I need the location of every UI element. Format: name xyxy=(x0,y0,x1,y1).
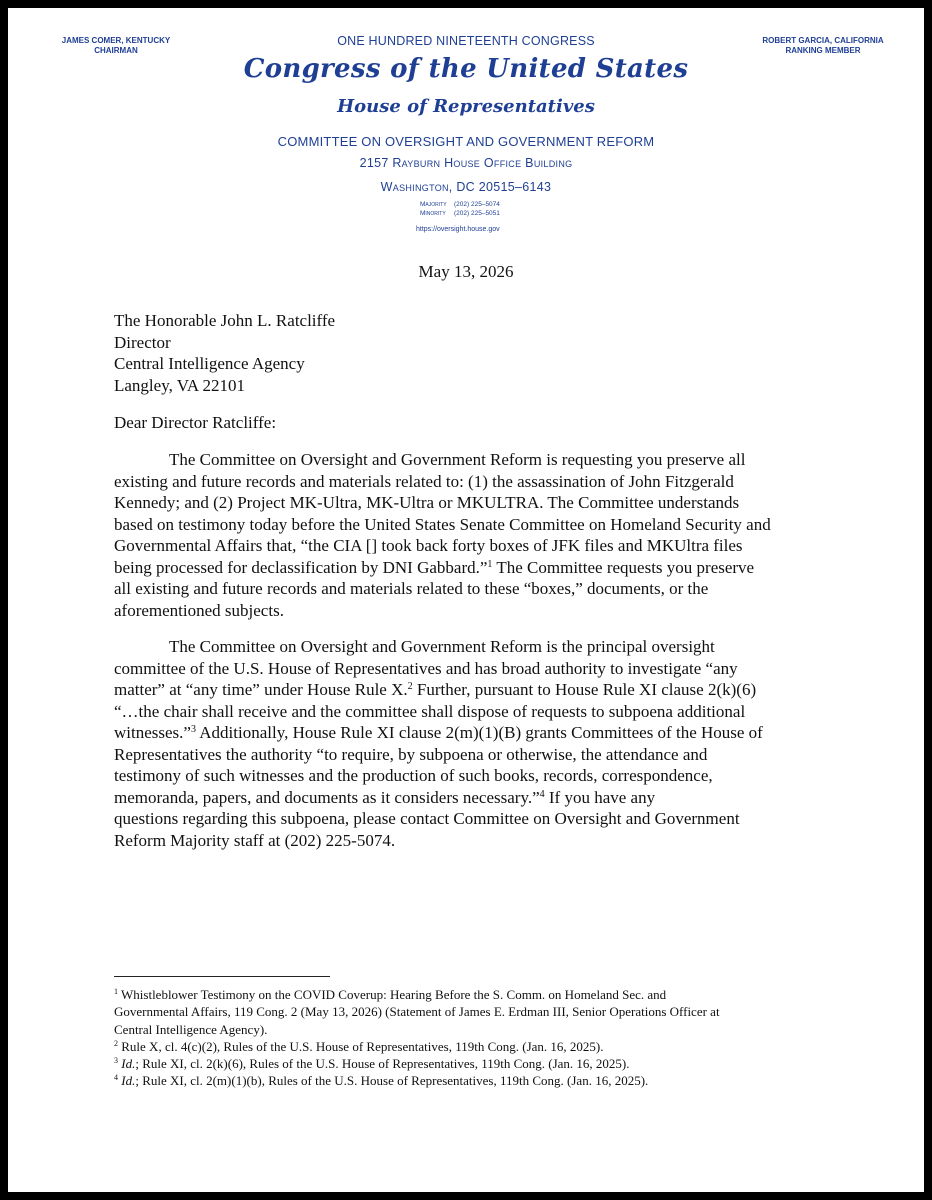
text-segment: Additionally, House Rule XI clause 2(m)(1)(B) grants Committees of the House of xyxy=(195,723,763,742)
chairman-title: CHAIRMAN xyxy=(94,46,138,55)
footnote-number: 4 xyxy=(114,1073,118,1083)
letter-page xyxy=(8,8,924,1192)
footnote-1 xyxy=(114,986,844,1003)
recipient-address xyxy=(114,310,830,396)
text-line xyxy=(114,722,830,744)
text-line: The Committee on Oversight and Government Reform is requesting you preserve all xyxy=(169,450,746,469)
office-building: 2157 Rayburn House Office Building xyxy=(359,156,573,170)
text-line: Governmental Affairs that, “the CIA [] took back forty boxes of JFK files and MKUltra files xyxy=(114,536,743,555)
footnote-text: Rule X, cl. 4(c)(2), Rules of the U.S. House of Representatives, 119th Cong. (Jan. 16, 2025). xyxy=(118,1038,604,1054)
footnote-2 xyxy=(114,1038,844,1055)
text-segment: The Committee requests you preserve xyxy=(492,557,755,577)
text-line: existing and future records and materials related to: (1) the assassination of John Fitzgerald xyxy=(114,471,734,491)
text-line xyxy=(114,787,830,809)
recipient-agency: Central Intelligence Agency xyxy=(114,354,305,373)
text-line: testimony of such witnesses and the production of such books, records, correspondence, xyxy=(114,766,713,785)
footnotes xyxy=(114,986,844,1090)
text-line xyxy=(114,557,830,579)
text-line: questions regarding this subpoena, please contact Committee on Oversight and Government xyxy=(114,809,740,828)
text-line: committee of the U.S. House of Representatives and has broad authority to investigate “any xyxy=(114,658,738,678)
text-segment: being processed for declassification by DNI Gabbard.” xyxy=(114,557,488,577)
footnote-text: ; Rule XI, cl. 2(m)(1)(b), Rules of the U.S. House of Representatives, 119th Cong. (Jan. 16, 2025). xyxy=(135,1073,649,1089)
ranking-member-title: RANKING MEMBER xyxy=(785,46,861,55)
website-link[interactable]: https://oversight.house.gov xyxy=(416,226,500,233)
text-line: Kennedy; and (2) Project MK-Ultra, MK-Ultra or MKULTRA. The Committee understands xyxy=(114,493,740,512)
text-line: aforementioned subjects. xyxy=(114,600,284,620)
majority-label: Majority xyxy=(420,201,447,208)
phone-numbers xyxy=(420,200,500,218)
letter-date: May 13, 2026 xyxy=(418,262,514,281)
footnote-number: 1 xyxy=(114,987,118,996)
footnote-ref-2[interactable]: 2 xyxy=(407,681,413,692)
recipient-location: Langley, VA 22101 xyxy=(114,375,245,395)
footnote-number: 3 xyxy=(114,1056,118,1066)
text-line xyxy=(114,679,830,701)
congress-title: Congress of the United States xyxy=(243,54,689,84)
text-segment: witnesses.” xyxy=(114,723,191,742)
text-line: The Committee on Oversight and Government Reform is the principal oversight xyxy=(169,637,715,656)
text-line: Reform Majority staff at (202) 225-5074. xyxy=(114,830,396,850)
footnote-4 xyxy=(114,1072,844,1089)
congress-number: ONE HUNDRED NINETEENTH CONGRESS xyxy=(337,34,595,48)
text-line: “…the chair shall receive and the committee shall dispose of requests to subpoena additional xyxy=(114,701,746,721)
minority-phone: (202) 225–5051 xyxy=(454,210,500,217)
committee-name: COMMITTEE ON OVERSIGHT AND GOVERNMENT REFORM xyxy=(277,134,655,149)
house-title: House of Representatives xyxy=(337,96,595,117)
recipient-name: The Honorable John L. Ratcliffe xyxy=(114,311,336,330)
text-line: all existing and future records and materials related to these “boxes,” documents, or the xyxy=(114,579,709,598)
footnote-1-cont: Governmental Affairs, 119 Cong. 2 (May 13, 2026) (Statement of James E. Erdman III, Senior Operations Officer at xyxy=(114,1004,720,1020)
footnote-ref-3[interactable]: 3 xyxy=(190,724,196,735)
footnote-text: Whistleblower Testimony on the COVID Coverup: Hearing Before the S. Comm. on Homeland Sec. and xyxy=(118,987,667,1002)
recipient-title: Director xyxy=(114,332,171,352)
text-segment: matter” at “any time” under House Rule X. xyxy=(114,680,408,699)
text-segment: If you have any xyxy=(544,787,656,807)
footnote-id: Id. xyxy=(121,1073,136,1089)
footnote-number: 2 xyxy=(114,1038,118,1048)
majority-phone: (202) 225–5074 xyxy=(454,201,500,208)
footnote-text: ; Rule XI, cl. 2(k)(6), Rules of the U.S. House of Representatives, 119th Cong. (Jan. 16, 2025). xyxy=(135,1056,630,1072)
paragraph-preservation-request xyxy=(114,449,830,621)
text-line: based on testimony today before the United States Senate Committee on Homeland Security and xyxy=(114,514,771,534)
footnote-3 xyxy=(114,1055,844,1072)
minority-label: Minority xyxy=(420,210,446,217)
footnote-divider xyxy=(114,976,330,977)
footnote-ref-1[interactable]: 1 xyxy=(487,558,493,570)
office-city: Washington, DC 20515–6143 xyxy=(380,180,552,194)
salutation: Dear Director Ratcliffe: xyxy=(114,413,277,432)
footnote-1-cont: Central Intelligence Agency). xyxy=(114,1021,268,1037)
footnote-id: Id. xyxy=(121,1056,136,1072)
paragraph-authority xyxy=(114,636,830,851)
text-line: Representatives the authority “to require, by subpoena or otherwise, the attendance and xyxy=(114,744,708,764)
text-segment: Further, pursuant to House Rule XI clause 2(k)(6) xyxy=(412,680,757,699)
ranking-member-name: ROBERT GARCIA, CALIFORNIA xyxy=(762,36,884,45)
chairman-name: JAMES COMER, KENTUCKY xyxy=(61,36,171,45)
footnote-ref-4[interactable]: 4 xyxy=(539,788,545,800)
text-segment: memoranda, papers, and documents as it considers necessary.” xyxy=(114,787,540,807)
